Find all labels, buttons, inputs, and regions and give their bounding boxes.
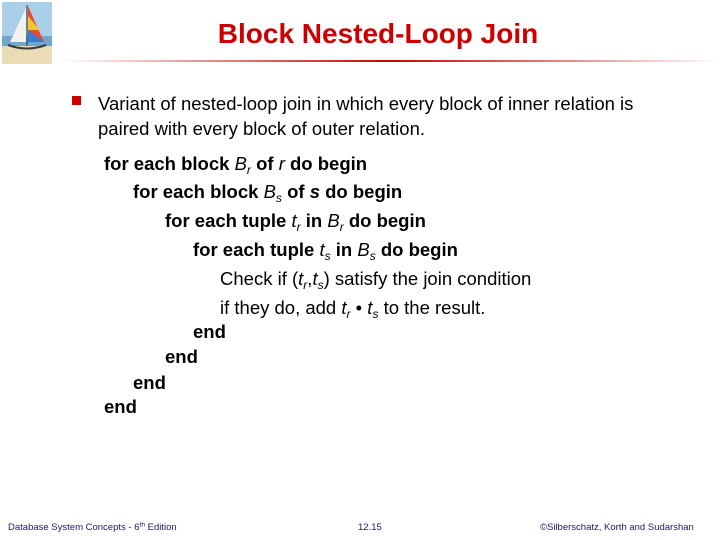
title-divider — [60, 60, 720, 62]
code-line-4: for each tuple $t_s$ in $B_s$ do begin — [193, 239, 458, 264]
bullet-text: Variant of nested-loop join in which every block of inner relation is paired with every block of outer relation. — [98, 93, 634, 139]
code-end-1: end — [104, 396, 137, 417]
footer-book-title: Database System Concepts - 6th Edition — [8, 521, 177, 533]
slide-title: Block Nested-Loop Join — [217, 18, 539, 49]
code-line-1: for each block $B_r$ of r do begin — [104, 153, 368, 178]
code-line-5: Check if $(t_r,t_s)$ satisfy the join condition — [220, 268, 532, 293]
code-end-3: end — [165, 346, 198, 367]
code-line-2: for each block $B_s$ of s do begin — [133, 181, 403, 206]
footer-page-number: 12.15 — [358, 522, 382, 533]
code-line-6: if they do, add $t_r$ • $t_s$ to the result. — [220, 297, 486, 322]
code-line-3: for each tuple $t_r$ in $B_r$ do begin — [165, 210, 426, 235]
code-end-4: end — [193, 321, 226, 342]
square-bullet-icon — [72, 96, 81, 105]
code-end-2: end — [133, 372, 166, 393]
footer-copyright: ©Silberschatz, Korth and Sudarshan — [540, 522, 694, 533]
